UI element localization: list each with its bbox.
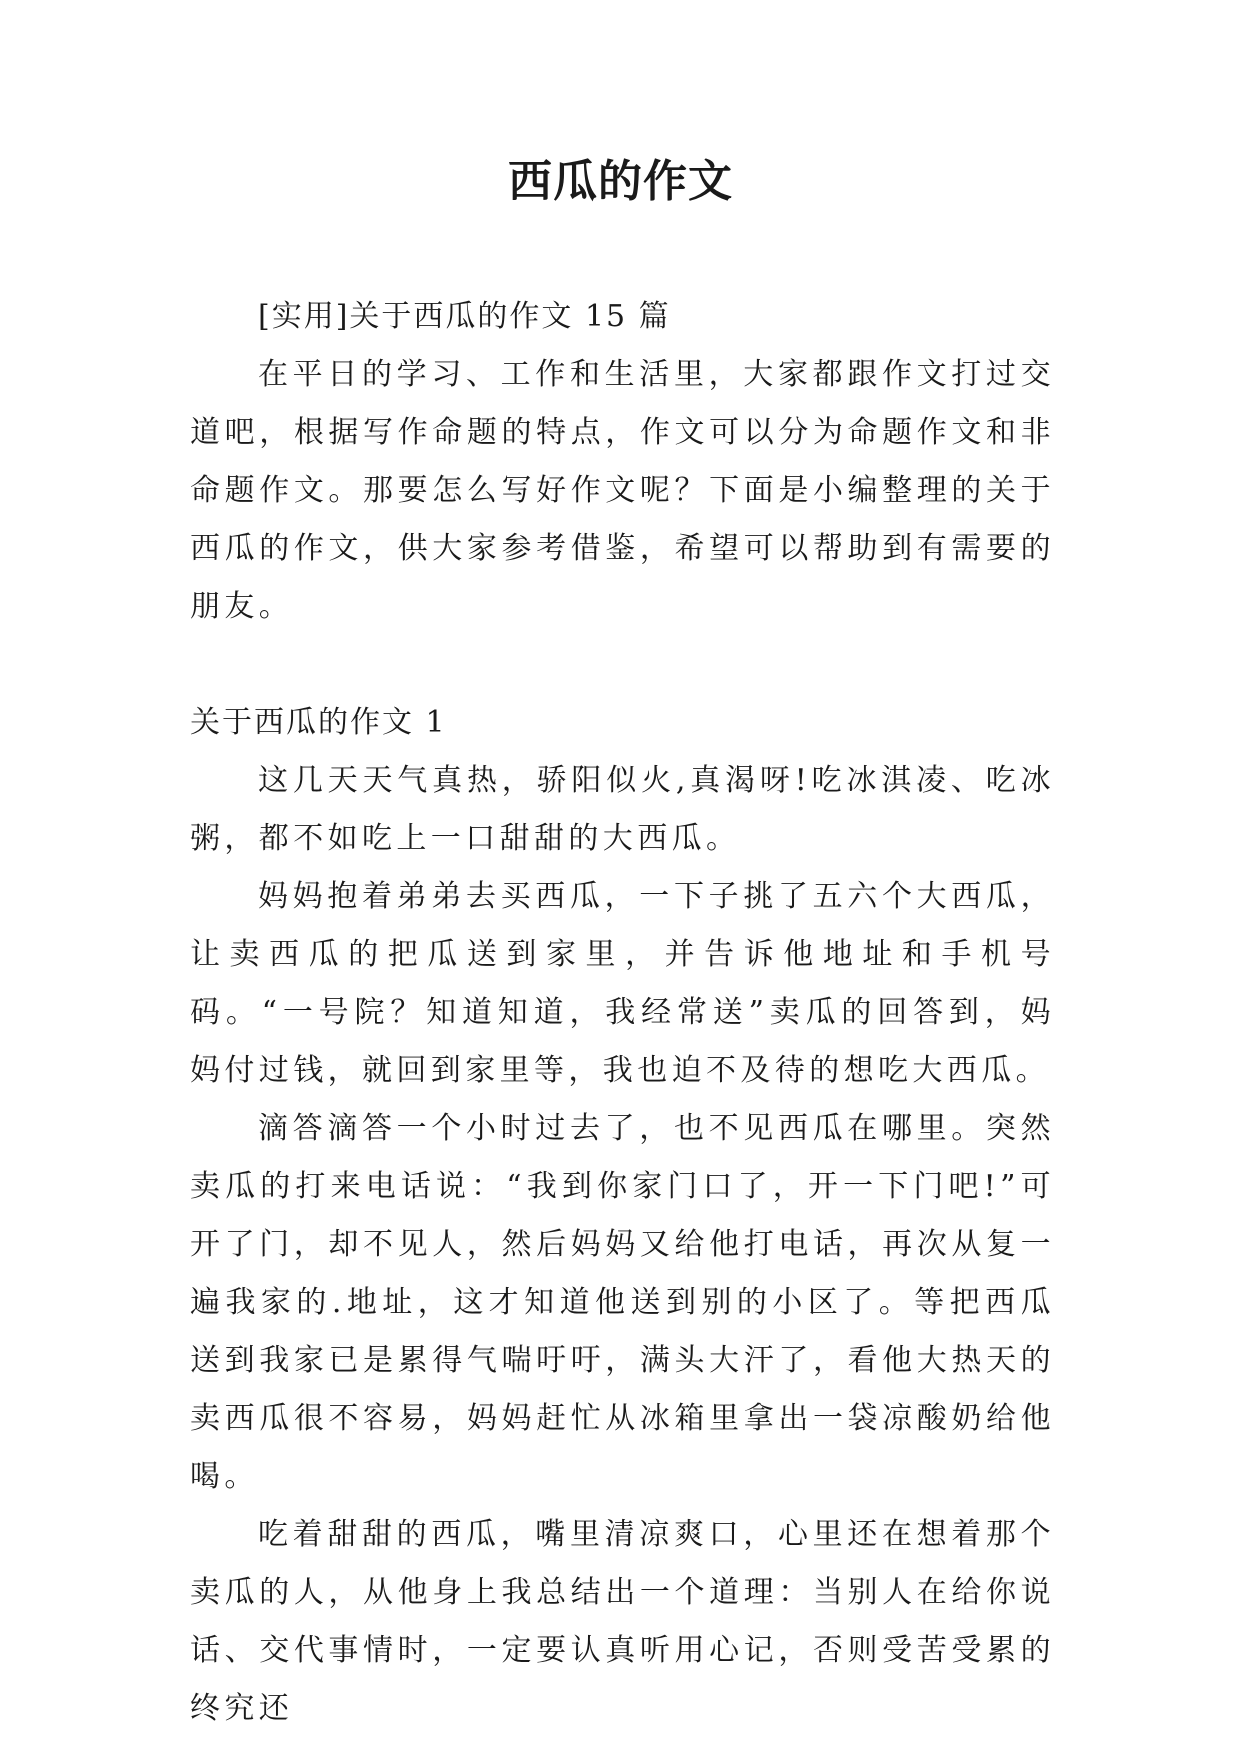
paragraph-gap	[190, 636, 1055, 694]
body-paragraph-3: 滴答滴答一个小时过去了，也不见西瓜在哪里。突然卖瓜的打来电话说：“我到你家门口了，开一下门吧!”可开了门，却不见人，然后妈妈又给他打电话，再次从复一遍我家的.地址，这才知道他送到别的小区了。等把西瓜送到我家已是累得气喘吁吁，满头大汗了，看他大热天的卖西瓜很不容易，妈妈赶忙从冰箱里拿出一袋凉酸奶给他喝。	[190, 1111, 1055, 1494]
section-heading: 关于西瓜的作文 1	[190, 705, 447, 740]
intro-paragraph: 在平日的学习、工作和生活里，大家都跟作文打过交道吧，根据写作命题的特点，作文可以分为命题作文和非命题作文。那要怎么写好作文呢？下面是小编整理的关于西瓜的作文，供大家参考借鉴，希望可以帮助到有需要的朋友。	[190, 357, 1055, 624]
body-paragraph-4: 吃着甜甜的西瓜，嘴里清凉爽口，心里还在想着那个卖瓜的人，从他身上我总结出一个道理：当别人在给你说话、交代事情时，一定要认真听用心记，否则受苦受累的终究还	[190, 1517, 1055, 1726]
body-paragraph-1: 这几天天气真热，骄阳似火,真渴呀!吃冰淇凌、吃冰粥，都不如吃上一口甜甜的大西瓜。	[190, 763, 1055, 856]
document-title: 西瓜的作文	[508, 156, 733, 207]
document-subtitle: [实用]关于西瓜的作文 15 篇	[258, 299, 671, 334]
body-paragraph-2: 妈妈抱着弟弟去买西瓜，一下子挑了五六个大西瓜，让卖西瓜的把瓜送到家里，并告诉他地址和手机号码。“一号院？知道知道，我经常送”卖瓜的回答到，妈妈付过钱，就回到家里等，我也迫不及待的想吃大西瓜。	[190, 879, 1055, 1088]
document-body	[190, 288, 1055, 1738]
